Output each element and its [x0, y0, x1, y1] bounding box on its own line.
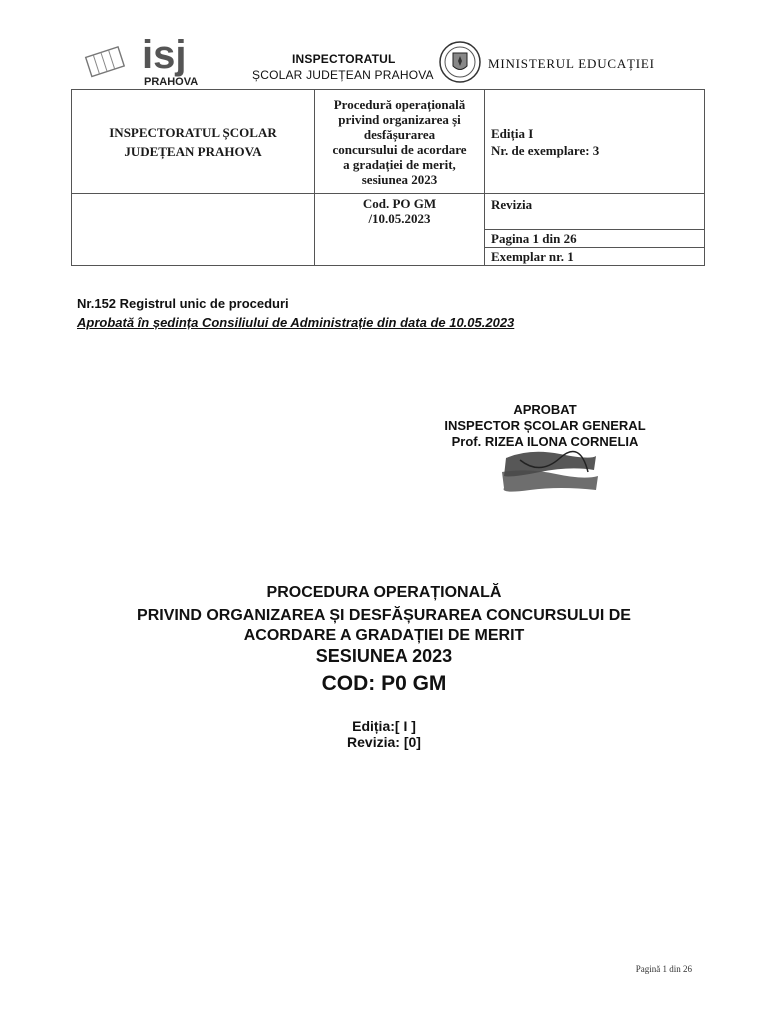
ministry-name: MINISTERUL EDUCAȚIEI — [488, 56, 655, 71]
logo-text: isj — [142, 33, 187, 77]
page-footer: Pagină 1 din 26 — [635, 964, 692, 974]
institution-line: JUDEȚEAN PRAHOVA — [124, 143, 262, 159]
edition-cell — [485, 90, 705, 194]
copies-value: Nr. de exemplare: 3 — [491, 142, 600, 158]
procedure-title-line: a gradației de merit, — [343, 156, 456, 172]
procedure-title-line: sesiunea 2023 — [361, 171, 438, 187]
document-title-line1: PROCEDURA OPERAȚIONALĂ — [266, 584, 502, 601]
document-code: COD: P0 GM — [321, 672, 447, 695]
approval-block — [420, 402, 670, 450]
redacted-signature — [500, 446, 600, 492]
procedure-title-cell — [315, 90, 485, 194]
procedure-title-line: desfășurarea — [363, 126, 436, 142]
procedure-title-line: concursului de acordare — [332, 141, 467, 157]
copy-number-cell: Exemplar nr. 1 — [485, 248, 705, 266]
revision-cell: Revizia — [485, 194, 705, 230]
logo-sub: PRAHOVA — [144, 76, 199, 88]
code-line: /10.05.2023 — [368, 211, 431, 226]
code-cell — [315, 194, 485, 266]
inspectorate-line1: INSPECTORATUL — [292, 52, 396, 66]
registry-approved: Aprobată în ședința Consiliului de Administrație din data de 10.05.2023 — [77, 315, 515, 330]
inspectorate-line2: ȘCOLAR JUDEȚEAN PRAHOVA — [252, 68, 434, 82]
procedure-title-line: privind organizarea și — [338, 111, 461, 127]
empty-cell — [72, 194, 315, 266]
institution-line: INSPECTORATUL ȘCOLAR — [109, 124, 277, 140]
code-line: Cod. PO GM — [362, 196, 437, 211]
edition-value: Ediția I — [491, 125, 534, 141]
document-edition: Ediția:[ I ] — [352, 718, 416, 734]
coat-of-arms-icon — [438, 40, 482, 84]
isj-logo — [82, 30, 207, 88]
document-title-line3: ACORDARE A GRADAȚIEI DE MERIT — [243, 627, 525, 644]
page-cell: Pagina 1 din 26 — [485, 230, 705, 248]
procedure-title-line: Procedură operațională — [333, 96, 466, 112]
document-revision: Revizia: [0] — [347, 734, 421, 750]
document-session: SESIUNEA 2023 — [315, 646, 453, 666]
institution-cell — [72, 90, 315, 194]
approval-name: Prof. RIZEA ILONA CORNELIA — [451, 434, 639, 449]
document-title-line2: PRIVIND ORGANIZAREA ȘI DESFĂȘURAREA CONCURSULUI DE — [137, 607, 631, 624]
approval-label: APROBAT — [513, 402, 577, 417]
procedure-header-table — [71, 89, 705, 266]
registry-number: Nr.152 Registrul unic de proceduri — [77, 296, 289, 311]
approval-role: INSPECTOR ȘCOLAR GENERAL — [444, 418, 646, 433]
